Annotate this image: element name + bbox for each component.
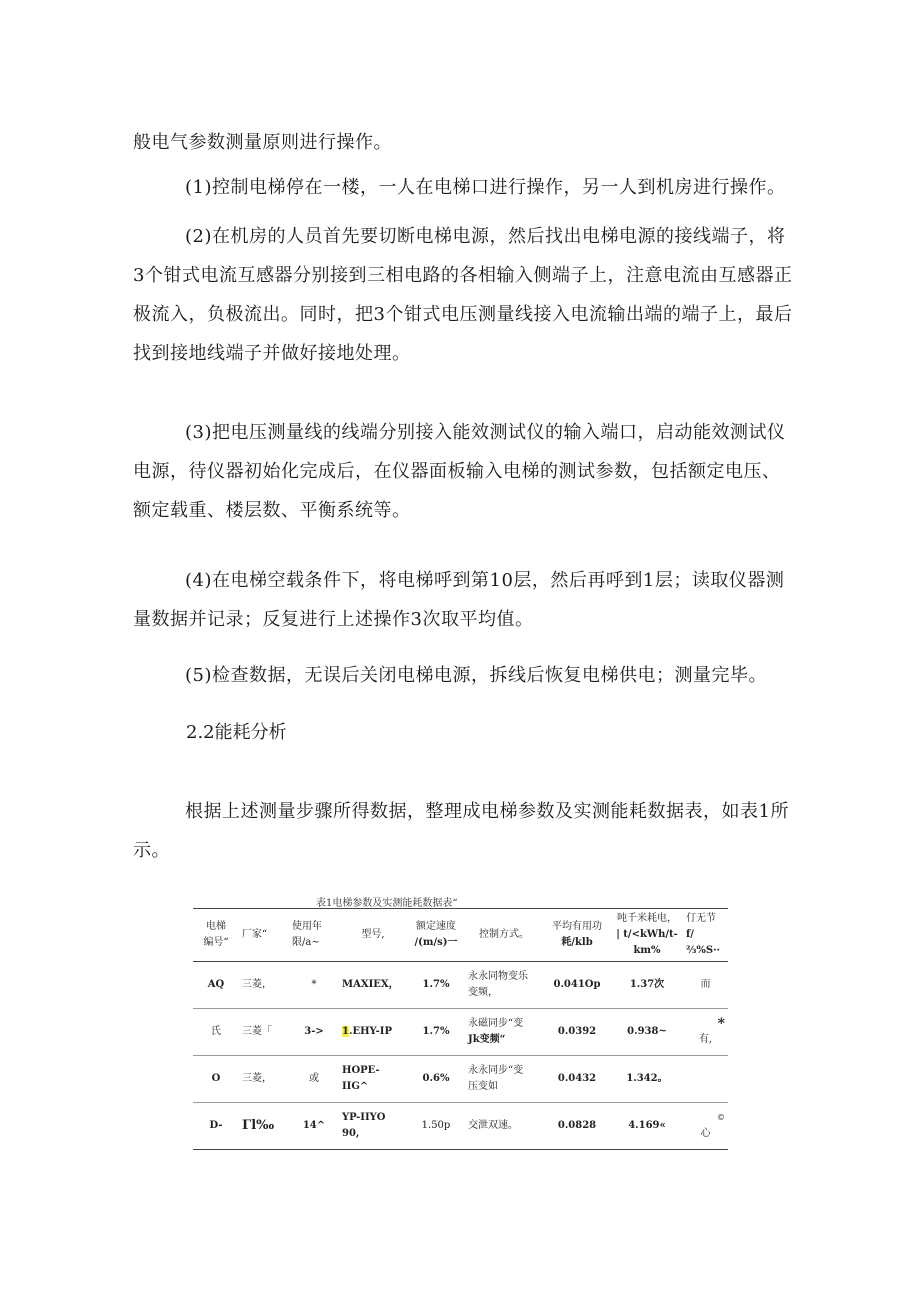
cell-ton-km: 0.938~ (611, 1009, 683, 1056)
header-avg-power: 平均有用功 耗/klb (543, 909, 611, 962)
cell-speed: 1.7% (407, 962, 465, 1009)
header-manufacturer: 厂家“ (239, 909, 289, 962)
table-row (193, 1103, 728, 1150)
cell-speed: 1.50p (407, 1103, 465, 1150)
header-control-mode: 控制方式。 (465, 909, 543, 962)
cell-model: MAXIEX， (339, 962, 407, 1009)
paragraph-step-5: (5)检查数据，无误后关闭电梯电源，拆线后恢复电梯供电；测量完毕。 (185, 665, 767, 686)
table-header-row (193, 909, 728, 962)
cell-note: © 心 (683, 1103, 728, 1150)
cell-power: 0.0828 (543, 1103, 611, 1150)
header-rated-speed: 额定速度 /(m/s)一 (407, 909, 465, 962)
cell-power: 0.0392 (543, 1009, 611, 1056)
cell-control: 永永同物变乐 变频， (465, 962, 543, 1009)
cell-id: 氏 (193, 1009, 239, 1056)
header-energy-saving: 仃无节 f/⅔%S·· (683, 909, 728, 962)
cell-note: 而 (683, 962, 728, 1009)
elevator-energy-table (193, 908, 728, 1150)
cell-ton-km: 1.342。 (611, 1056, 683, 1103)
header-ton-km: 吨千米耗电， | t/<kWh/t-km% (611, 909, 683, 962)
cell-model: YP-IIYO 90, (339, 1103, 407, 1150)
table-row (193, 1056, 728, 1103)
cell-power: 0.0432 (543, 1056, 611, 1103)
cell-speed: 0.6% (407, 1056, 465, 1103)
cell-control: 永永同步“变 压变如 (465, 1056, 543, 1103)
table-row (193, 962, 728, 1009)
cell-years: 3-> (289, 1009, 339, 1056)
cell-maker: 三菱， (239, 962, 289, 1009)
cell-ton-km: 4.169« (611, 1103, 683, 1150)
cell-model: HOPE-IIG^ (339, 1056, 407, 1103)
cell-id: O (193, 1056, 239, 1103)
cell-id: AQ (193, 962, 239, 1009)
paragraph-0: 般电气参数测量原则进行操作。 (133, 132, 392, 153)
cell-maker: 三菱， (239, 1056, 289, 1103)
table-row (193, 1009, 728, 1056)
header-model: 型号, (339, 909, 407, 962)
paragraph-step-3: (3)把电压测量线的线端分别接入能效测试仪的输入端口，启动能效测试仪电源，待仪器初始化完成后，在仪器面板输入电梯的测试参数，包括额定电压、额定载重、楼层数、平衡系统等。 (133, 422, 786, 521)
cell-maker: 三菱「 (239, 1009, 289, 1056)
cell-id: D- (193, 1103, 239, 1150)
cell-control: 交泄双速。 (465, 1103, 543, 1150)
paragraph-step-4: (4)在电梯空载条件下，将电梯呼到第10层，然后再呼到1层；读取仪器测量数据并记录；反复进行上述操作3次取平均值。 (133, 570, 785, 630)
header-service-years: 使用年 限/a~ (289, 909, 339, 962)
cell-note (683, 1056, 728, 1103)
cell-note: * 有, (683, 1009, 728, 1056)
section-heading: 2.2能耗分析 (186, 722, 287, 743)
paragraph-table-intro: 根据上述测量步骤所得数据，整理成电梯参数及实测能耗数据表，如表1所示。 (133, 801, 789, 861)
table-caption: 表1电梯参数及实测能耗数据表“ (316, 898, 458, 909)
highlight-mark: 1 (342, 1026, 349, 1037)
cell-years: 或 (289, 1056, 339, 1103)
cell-control: 永磁同步“变 Jk变频“ (465, 1009, 543, 1056)
cell-model: 1.EHY-IP (339, 1009, 407, 1056)
paragraph-step-2: (2)在机房的人员首先要切断电梯电源，然后找出电梯电源的接线端子，将3个钳式电流互感器分别接到三相电路的各相输入侧端子上，注意电流由互感器正极流入，负极流出。同时，把3个钳式电压测量线接入电流输出端的端子上，最后找到接地线端子并做好接地处理。 (133, 226, 793, 364)
header-elevator-id: 电梯 编号“ (193, 909, 239, 962)
paragraph-step-1: (1)控制电梯停在一楼，一人在电梯口进行操作，另一人到机房进行操作。 (185, 177, 786, 198)
cell-speed: 1.7% (407, 1009, 465, 1056)
cell-power: 0.041Op (543, 962, 611, 1009)
cell-maker: Γl‰ (239, 1103, 289, 1150)
cell-ton-km: 1.37次 (611, 962, 683, 1009)
cell-years: 14^ (289, 1103, 339, 1150)
cell-years: * (289, 962, 339, 1009)
